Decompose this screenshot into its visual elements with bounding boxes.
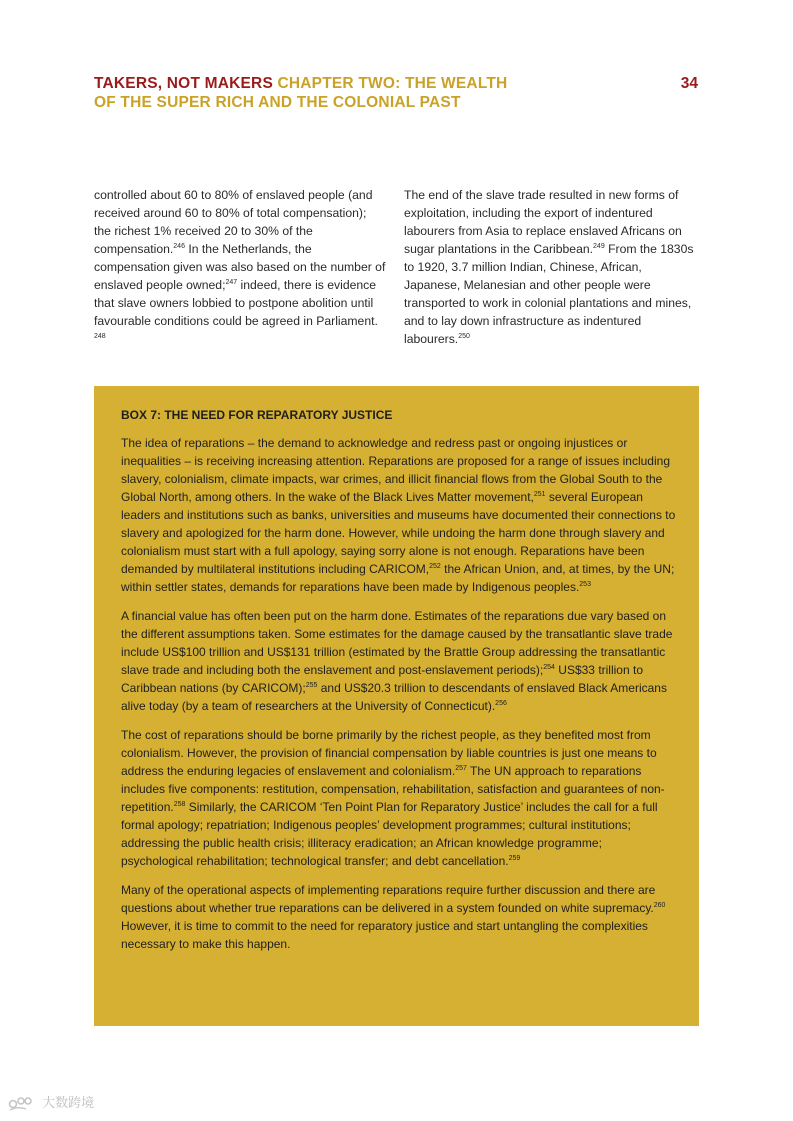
footnote-ref: 255 xyxy=(305,682,318,689)
watermark-logo-icon xyxy=(8,1096,38,1112)
footnote-ref: 248 xyxy=(94,333,106,340)
text-run: Many of the operational aspects of implementing reparations require further discussion and there are questions about whether true reparations can be delivered in a system founded on white supremacy. xyxy=(121,883,656,915)
footnote-ref: 252 xyxy=(429,563,441,570)
text-run: The cost of reparations should be borne primarily by the richest people, as they benefited most from colonialism. However, the provision of financial compensation by liable countries is just one means to address the enduring legacies of enslavement and colonialism. xyxy=(121,728,657,778)
footnote-ref: 256 xyxy=(495,700,507,707)
footnote-ref: 253 xyxy=(579,581,591,588)
box-paragraph-1 xyxy=(121,434,676,596)
box-paragraph-2 xyxy=(121,607,676,715)
box-paragraph-3 xyxy=(121,726,676,870)
text-run: The end of the slave trade resulted in new forms of exploitation, including the export of indentured labourers from Asia to replace enslaved Africans on sugar plantations in the Caribbean. xyxy=(404,188,682,256)
box-paragraph-4 xyxy=(121,881,676,953)
box-title: BOX 7: THE NEED FOR REPARATORY JUSTICE xyxy=(121,408,393,422)
text-run: In the Netherlands, the compensation given was also based on the number of enslaved people owned; xyxy=(94,242,386,292)
footnote-ref: 257 xyxy=(455,765,467,772)
text-run: Similarly, the CARICOM ‘Ten Point Plan for Reparatory Justice’ includes the call for a full formal apology; repatriation; Indigenous peoples’ development programmes; cultural institutions; addressing the public health crisis; illiteracy eradication; an African knowledge programme; psychological rehabilitation; technological transfer; and debt cancellation. xyxy=(121,800,658,868)
footnote-ref: 260 xyxy=(653,902,666,909)
footnote-ref: 250 xyxy=(458,333,470,340)
page-number: 34 xyxy=(680,75,698,92)
text-run: indeed, there is evidence that slave owners lobbied to postpone abolition until favourable conditions could be agreed in Parliament. xyxy=(94,278,378,328)
text-run: From the 1830s to 1920, 3.7 million Indian, Chinese, African, Japanese, Melanesian and other people were transported to work in colonial plantations and mines, and to lay down infrastructure as indentured labourers. xyxy=(404,242,694,346)
text-run: US$33 trillion to Caribbean nations (by CARICOM); xyxy=(121,663,643,695)
footnote-ref: 251 xyxy=(533,491,546,498)
text-run: However, it is time to commit to the need for reparatory justice and start untangling the complexities necessary to make this happen. xyxy=(121,919,648,951)
left-column xyxy=(94,186,386,348)
text-run: A financial value has often been put on the harm done. Estimates of the reparations due vary based on the different assumptions taken. Some estimates for the damage caused by the transatlantic slave trade include US$100 trillion and US$131 trillion (estimated by the Brattle Group addressing the transatlantic slave trade and including both the enslavement and post-enslavement periods); xyxy=(121,609,673,677)
footnote-ref: 258 xyxy=(173,801,186,808)
footnote-ref: 246 xyxy=(173,243,185,250)
text-run: several European leaders and institutions such as banks, universities and museums have documented their connections to slavery and apologized for the harm done. However, while undoing the harm done through slavery and colonialism must start with a full apology, saying sorry alone is not enough. Reparations have been demanded by multilateral institutions including CARICOM, xyxy=(121,490,676,576)
footnote-ref: 254 xyxy=(543,664,555,671)
text-run: The UN approach to reparations includes five components: restitution, compensation, rehabilitation, satisfaction and guarantees of non-repetition. xyxy=(121,764,665,814)
text-run: and US$20.3 trillion to descendants of enslaved Black Americans alive today (by a team of researchers at the University of Connecticut). xyxy=(121,681,667,713)
text-run: the African Union, and, at times, by the UN; within settler states, demands for reparations have been made by Indigenous peoples. xyxy=(121,562,675,594)
right-paragraph xyxy=(404,186,696,348)
watermark xyxy=(8,1094,118,1114)
chapter-title: CHAPTER TWO: THE WEALTH OF THE SUPER RICH AND THE COLONIAL PAST xyxy=(94,75,508,111)
footnote-ref: 247 xyxy=(225,279,238,286)
report-title: TAKERS, NOT MAKERS xyxy=(94,75,273,92)
reparatory-justice-box xyxy=(94,386,699,1026)
footnote-ref: 249 xyxy=(593,243,605,250)
box-content xyxy=(121,406,676,964)
text-run: controlled about 60 to 80% of enslaved people (and received around 60 to 80% of total compensation); the richest 1% received 20 to 30% of the compensation. xyxy=(94,188,373,256)
running-header xyxy=(94,74,524,112)
watermark-text: 大数跨境 xyxy=(42,1096,95,1111)
right-column xyxy=(404,186,696,348)
left-paragraph xyxy=(94,186,386,348)
text-run: The idea of reparations – the demand to acknowledge and redress past or ongoing injustices or inequalities – is receiving increasing attention. Reparations are proposed for a range of issues including slavery, colonialism, climate impacts, war crimes, and illicit financial flows from the Global South to the Global North, among others. In the wake of the Black Lives Matter movement, xyxy=(121,436,670,504)
footnote-ref: 259 xyxy=(508,855,521,862)
